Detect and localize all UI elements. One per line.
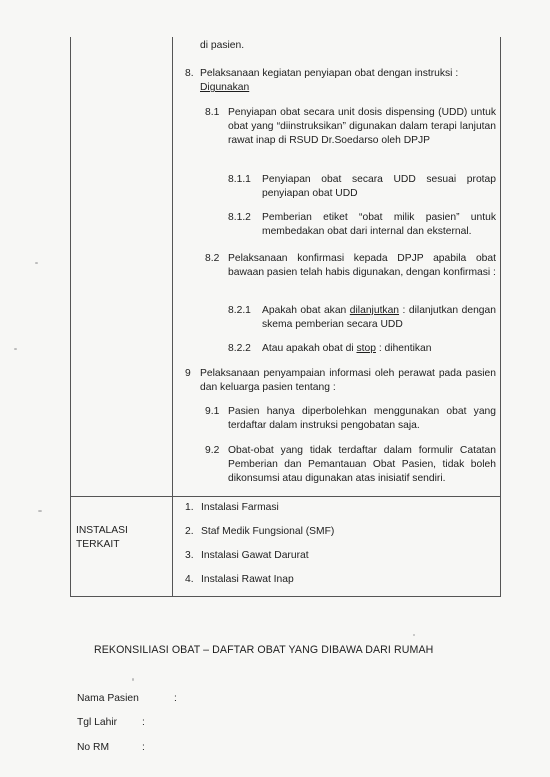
item-8-2-2-pre: Atau apakah obat di: [262, 343, 354, 354]
item-9-2-text: Obat-obat yang tidak terdaftar dalam formulir Catatan Pemberian dan Pemantauan Obat Pasien, tidak boleh dikonsumsi atau digunakan atas inisiatif sendiri.: [228, 445, 496, 485]
instalasi-4-text: Instalasi Rawat Inap: [201, 574, 294, 585]
table-column-divider: [172, 37, 173, 597]
field-nama-pasien-colon: :: [174, 693, 177, 704]
item-9-1-text: Pasien hanya diperbolehkan menggunakan obat yang terdaftar dalam instruksi pengobatan saja.: [228, 406, 496, 432]
table-right-border: [500, 37, 501, 597]
item-8-2-1-pre: Apakah obat akan: [262, 305, 347, 316]
text-di-pasien: di pasien.: [200, 40, 245, 51]
item-8-1-2-text: Pemberian etiket “obat milik pasien” untuk membedakan obat dari internal dan eksternal.: [262, 212, 496, 238]
instalasi-3-number: 3.: [185, 550, 194, 561]
instalasi-2-text: Staf Medik Fungsional (SMF): [201, 526, 335, 537]
table-row-divider: [70, 496, 501, 497]
item-8-text: [200, 67, 496, 95]
item-8-2-1-post: : dilanjutkan dengan skema pemberian secara UDD: [262, 305, 496, 331]
field-no-rm-colon: :: [142, 742, 145, 753]
instalasi-1-text: Instalasi Farmasi: [201, 502, 279, 513]
item-8-1-text: Penyiapan obat secara unit dosis dispensing (UDD) untuk obat yang “diinstruksikan” digunakan dalam terapi lanjutan rawat inap di RSUD Dr.Soedarso oleh DPJP: [228, 107, 496, 147]
item-8-1-2-number: 8.1.2: [228, 212, 251, 223]
item-9-number: 9: [185, 368, 191, 379]
instalasi-1-number: 1.: [185, 502, 194, 513]
item-8-2-2-number: 8.2.2: [228, 343, 251, 354]
item-8-2-1-text: [262, 304, 496, 332]
instalasi-2-number: 2.: [185, 526, 194, 537]
item-8-2-2-stop: stop: [356, 343, 376, 354]
instalasi-label-line-2: TERKAIT: [76, 539, 120, 551]
item-8-1-number: 8.1: [205, 107, 220, 118]
item-8-2-2-post: : dihentikan: [378, 343, 432, 354]
item-8-number: 8.: [185, 68, 194, 79]
item-8-2-number: 8.2: [205, 253, 220, 264]
item-9-text: [200, 367, 496, 395]
item-8-1-1-number: 8.1.1: [228, 174, 251, 185]
item-8-1-1-text: Penyiapan obat secara UDD sesuai protap penyiapan obat UDD: [262, 174, 496, 200]
item-8-2-1-dilanjutkan: dilanjutkan: [349, 305, 400, 316]
item-8-2-1-number: 8.2.1: [228, 305, 251, 316]
field-no-rm-label: No RM: [77, 742, 110, 753]
scan-speck: [132, 678, 134, 681]
item-8-2-text: Pelaksanaan konfirmasi kepada DPJP apabila obat bawaan pasien telah habis digunakan, dengan konfirmasi :: [228, 253, 496, 279]
scan-speck: [413, 634, 415, 636]
item-9-1-number: 9.1: [205, 406, 220, 417]
form-title: REKONSILIASI OBAT – DAFTAR OBAT YANG DIBAWA DARI RUMAH: [94, 644, 434, 656]
item-8-main: Pelaksanaan kegiatan penyiapan obat dengan instruksi :: [200, 68, 459, 79]
scan-speck: [35, 262, 38, 264]
field-nama-pasien-label: Nama Pasien: [77, 693, 139, 704]
instalasi-3-text: Instalasi Gawat Darurat: [201, 550, 309, 561]
field-tgl-lahir-label: Tgl Lahir: [77, 717, 118, 728]
table-left-border: [70, 37, 71, 597]
scan-speck: [38, 510, 42, 512]
item-9-2-number: 9.2: [205, 445, 220, 456]
instalasi-terkait-label: [76, 524, 128, 552]
instalasi-label-line-1: INSTALASI: [76, 525, 128, 536]
table-bottom-border: [70, 596, 501, 597]
item-8-2-2-text: [262, 342, 496, 356]
instalasi-4-number: 4.: [185, 574, 194, 585]
field-tgl-lahir-colon: :: [142, 717, 145, 728]
item-9-main: Pelaksanaan penyampaian informasi oleh perawat pada pasien dan keluarga pasien tentang :: [200, 368, 496, 394]
item-8-digunakan: Digunakan: [200, 82, 250, 94]
scan-speck: [14, 348, 17, 350]
